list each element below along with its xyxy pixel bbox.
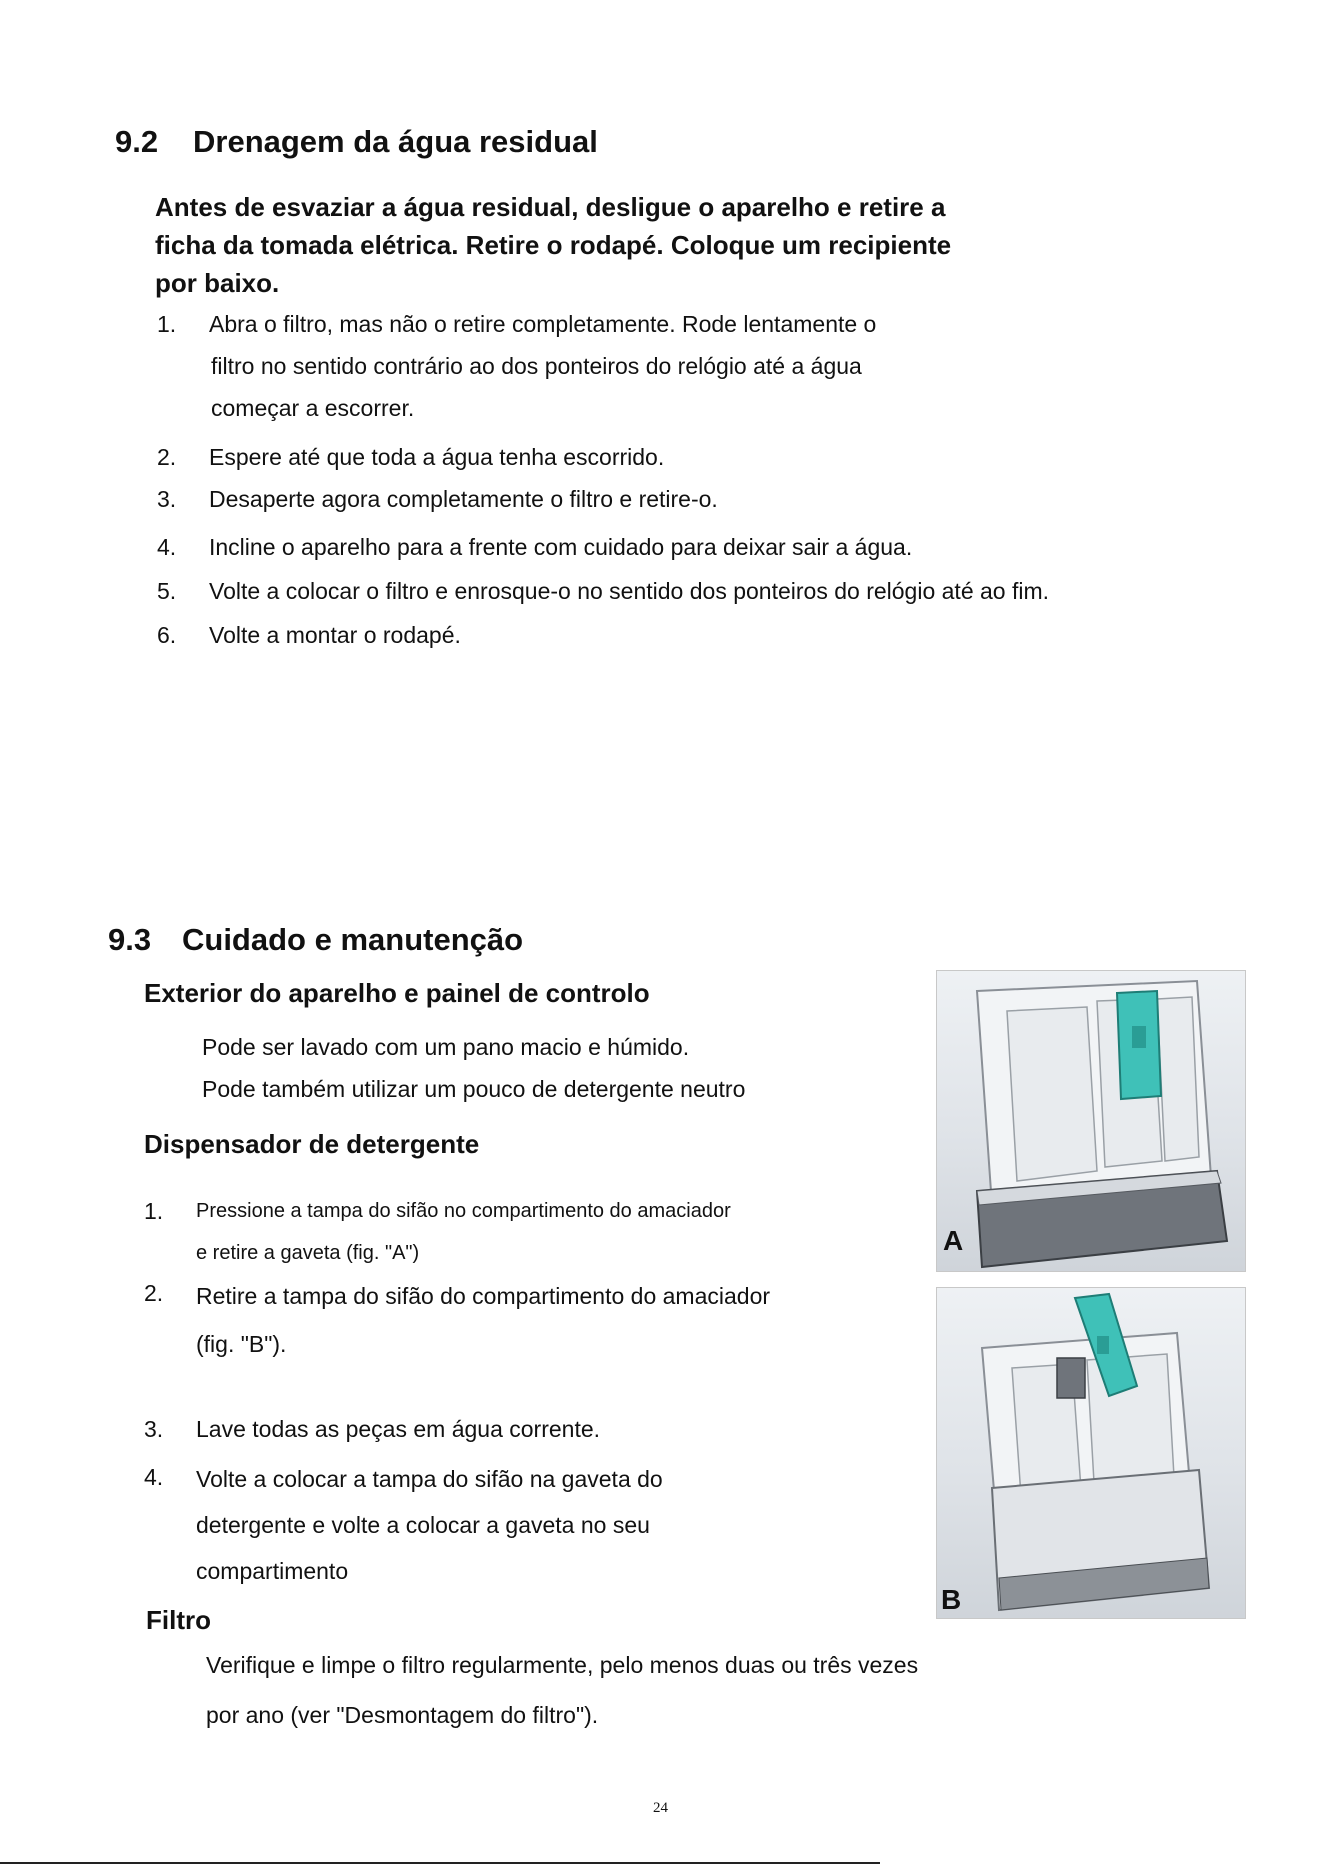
- detergent-drawer-open-illustration: [937, 971, 1245, 1271]
- siphon-cap-removed-illustration: [937, 1288, 1245, 1618]
- section-9-3-title: [108, 922, 523, 958]
- section-title-text: Cuidado e manutenção: [182, 922, 524, 957]
- exterior-text: [202, 1026, 745, 1110]
- step-line: Abra o filtro, mas não o retire completamente. Rode lentamente o: [209, 311, 877, 337]
- step-number: 2.: [157, 444, 177, 470]
- section-number: 9.3: [108, 922, 152, 957]
- section-title-text: Drenagem da água residual: [193, 124, 598, 159]
- step-number: 3.: [144, 1416, 164, 1442]
- drain-step-1: [157, 303, 1157, 433]
- filter-line: Verifique e limpe o filtro regularmente, pelo menos duas ou três vezes: [206, 1652, 919, 1678]
- step-line: Volte a montar o rodapé.: [209, 622, 461, 648]
- step-line: detergente e volte a colocar a gaveta no seu: [196, 1512, 650, 1538]
- warning-text: [155, 188, 1055, 302]
- step-number: 1.: [157, 311, 177, 337]
- figure-a-label: A: [943, 1225, 964, 1256]
- exterior-line: Pode também utilizar um pouco de detergente neutro: [202, 1076, 746, 1102]
- warning-line: Antes de esvaziar a água residual, desligue o aparelho e retire a: [155, 192, 946, 222]
- filter-text: [206, 1640, 918, 1740]
- step-line: compartimento: [196, 1558, 349, 1584]
- step-line: Pressione a tampa do sifão no compartimento do amaciador: [196, 1200, 731, 1222]
- section-9-2-title: [115, 124, 598, 160]
- warning-line: ficha da tomada elétrica. Retire o rodapé. Coloque um recipiente: [155, 230, 952, 260]
- step-line: filtro no sentido contrário ao dos ponteiros do relógio até a água: [211, 353, 862, 379]
- filter-line: por ano (ver "Desmontagem do filtro").: [206, 1702, 599, 1728]
- step-line: Incline o aparelho para a frente com cuidado para deixar sair a água.: [209, 534, 913, 560]
- drain-step-4: [157, 526, 1157, 568]
- section-number: 9.2: [115, 124, 159, 159]
- step-number: 1.: [144, 1198, 164, 1224]
- step-line: Lave todas as peças em água corrente.: [196, 1416, 601, 1442]
- dispenser-subtitle: Dispensador de detergente: [144, 1129, 480, 1159]
- figure-b: [936, 1287, 1246, 1619]
- step-line: Volte a colocar o filtro e enrosque-o no sentido dos ponteiros do relógio até ao fim.: [209, 578, 1050, 604]
- dispenser-step-1: [144, 1190, 904, 1274]
- step-line: e retire a gaveta (fig. "A"): [196, 1242, 420, 1264]
- step-number: 5.: [157, 578, 177, 604]
- step-line: (fig. "B").: [196, 1331, 287, 1357]
- step-number: 2.: [144, 1280, 164, 1306]
- page-number: 24: [653, 1800, 668, 1816]
- step-number: 6.: [157, 622, 177, 648]
- dispenser-step-4: [144, 1456, 904, 1596]
- step-number: 3.: [157, 486, 177, 512]
- dispenser-step-2: [144, 1272, 904, 1356]
- drain-step-5: [157, 570, 1207, 612]
- drain-step-6: [157, 614, 1157, 656]
- drain-step-3: [157, 478, 1157, 520]
- figure-a: [936, 970, 1246, 1272]
- step-line: Espere até que toda a água tenha escorrido.: [209, 444, 665, 470]
- exterior-line: Pode ser lavado com um pano macio e húmido.: [202, 1034, 690, 1060]
- step-line: Desaperte agora completamente o filtro e retire-o.: [209, 486, 718, 512]
- drain-step-2: [157, 436, 1157, 478]
- exterior-subtitle: Exterior do aparelho e painel de controlo: [144, 978, 650, 1008]
- dispenser-step-3: [144, 1408, 904, 1450]
- step-number: 4.: [144, 1464, 164, 1490]
- step-line: Retire a tampa do sifão do compartimento do amaciador: [196, 1283, 771, 1309]
- step-line: Volte a colocar a tampa do sifão na gaveta do: [196, 1466, 663, 1492]
- figure-b-label: B: [941, 1584, 962, 1615]
- warning-line: por baixo.: [155, 268, 280, 298]
- filter-subtitle: Filtro: [146, 1605, 211, 1635]
- footer-rule: [0, 1862, 880, 1864]
- step-line: começar a escorrer.: [211, 395, 415, 421]
- step-number: 4.: [157, 534, 177, 560]
